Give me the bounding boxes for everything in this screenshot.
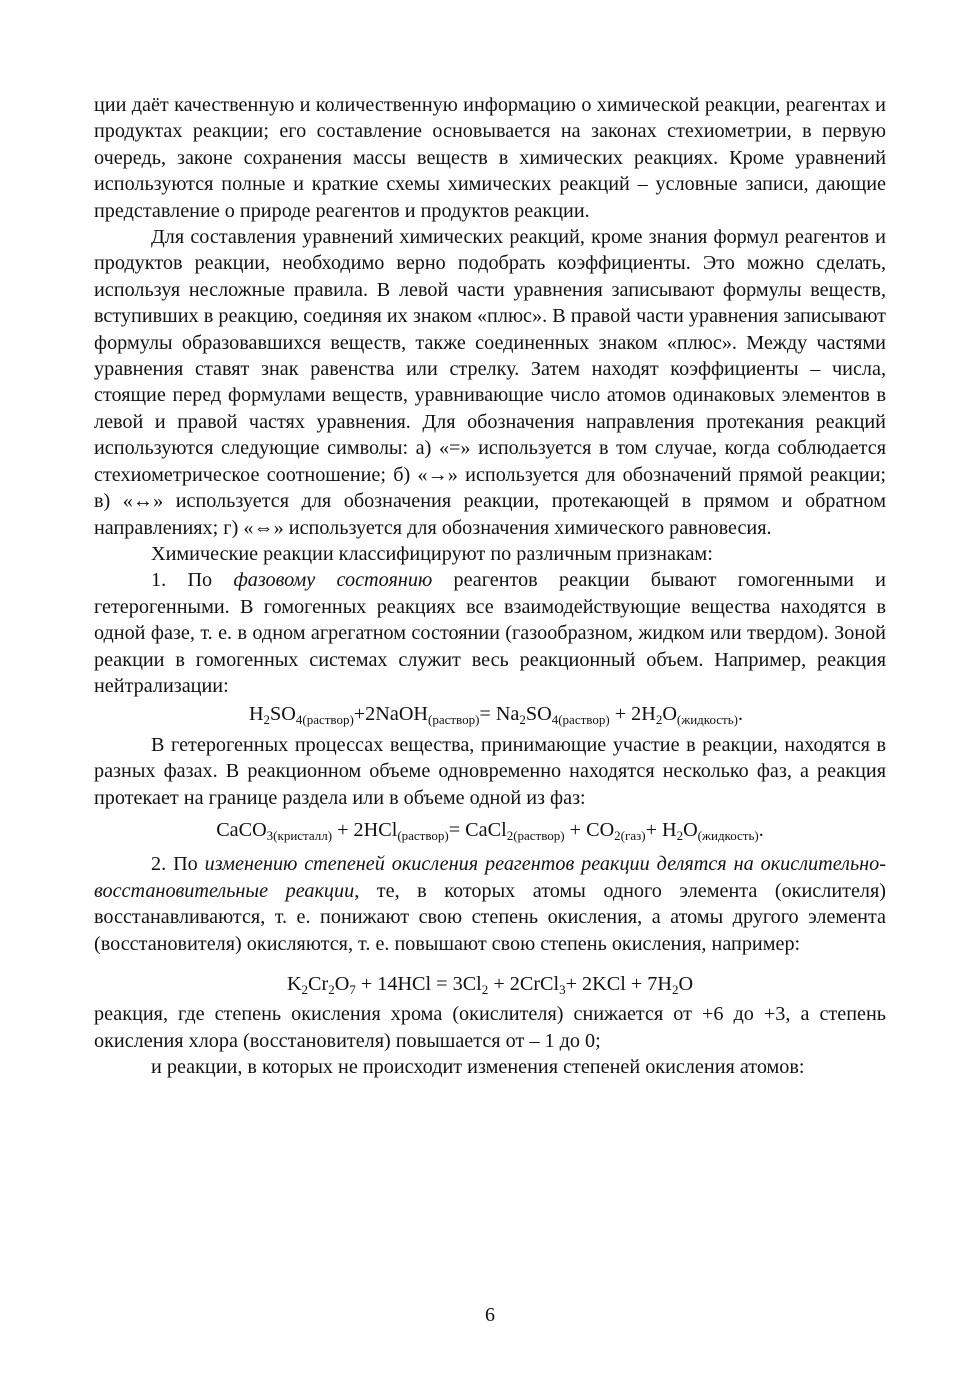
formula-subscript: 2: [328, 982, 335, 997]
formula-part: K: [286, 973, 302, 995]
equation-neutralization: [94, 701, 886, 727]
formula-subscript: 2: [481, 982, 489, 997]
formula-subscript: 2(раствор): [506, 827, 565, 843]
equation-carbonate: [94, 817, 886, 843]
formula-part: + CO: [564, 818, 615, 841]
formula-part: Cr: [308, 973, 329, 995]
paragraph-redox: [94, 851, 886, 957]
formula-part: O: [678, 973, 694, 995]
paragraph-phase-state: [94, 567, 886, 699]
formula-subscript: 2: [655, 712, 663, 728]
formula-part: O: [683, 818, 698, 841]
formula-subscript: (жидкость): [697, 827, 759, 843]
italic-term: фазовому состоянию: [233, 569, 433, 592]
formula-part: O: [334, 973, 350, 995]
paragraph-classification: Химические реакции классифицируют по различным признакам:: [151, 542, 713, 565]
formula-part: = Na: [479, 703, 520, 726]
formula-part: = CaCl: [448, 818, 507, 841]
formula-subscript: (жидкость): [676, 712, 738, 728]
page-content: [94, 92, 886, 1081]
formula-subscript: 3(кристалл): [266, 827, 333, 843]
equation-dichromate: [94, 971, 886, 997]
paragraph-chromium: реакция, где степень окисления хрома (окислителя) снижается от +6 до +3, а степень окисления хлора (восстановителя) повышается от – 1 до 0;: [94, 1003, 886, 1052]
paragraph-heterogeneous: В гетерогенных процессах вещества, принимающие участие в реакции, находятся в разных фазах. В реакционном объеме одновременно находятся несколько фаз, а реакция протекает на границе раздела или в объеме одной из фаз:: [94, 733, 886, 809]
text-run: реагентов реакции бывают гомогенными и гетерогенными. В гомогенных реакциях все взаимодействующие вещества находятся в одной фазе, т. е. в одном агрегатном состоянии (газообразном, жидком или твердом). Зоной реакции в гомогенных системах служит весь реакционный объем. Например, реакция нейтрализации:: [94, 569, 886, 697]
formula-subscript: (раствор): [427, 712, 480, 728]
formula-part: + 2H: [609, 703, 656, 726]
italic-term: изменению степеней окисления реагентов реакции делятся на окислительно-восстановительные реакции: [94, 853, 886, 902]
formula-subscript: 2: [301, 982, 309, 997]
formula-subscript: 2: [676, 827, 684, 843]
formula-part: O: [662, 703, 677, 726]
formula-part: .: [758, 818, 764, 841]
formula-subscript: 2(газ): [614, 827, 646, 843]
page-number: 6: [485, 1304, 495, 1326]
formula-part: SO: [525, 703, 552, 726]
formula-part: + 2HCl: [332, 818, 398, 841]
formula-part: + 2KCl + 7H: [565, 973, 672, 995]
formula-subscript: 2: [263, 712, 271, 728]
paragraph-coefficients: Для составления уравнений химических реакций, кроме знания формул реагентов и продуктов реакции, необходимо верно подобрать коэффициенты. Это можно сделать, используя несложные правила. В левой части уравнения записывают формулы веществ, вступивших в реакцию, соединяя их знаком «плюс». В правой части уравнения записывают формулы образовавшихся веществ, также соединенных знаком «плюс». Между частями уравнения ставят знак равенства или стрелку. Затем находят коэффициенты – числа, стоящие перед формулами веществ, уравнивающие число атомов одинаковых элементов в левой и правой частях уравнения. Для обозначения направления протекания реакций используются следующие символы: а) «=» используется в том случае, когда соблюдается стехиометрическое соотношение; б) «→» используется для обозначений прямой реакции; в) «↔» используется для обозначения реакции, протекающей в прямом и обратном направлениях; г) «⇔» используется для обозначения химического равновесия.: [94, 226, 886, 539]
formula-part: SO: [270, 703, 296, 726]
formula-part: + 14HCl = 3Cl: [355, 973, 482, 995]
paragraph-stoichiometry: ции даёт качественную и количественную информацию о химической реакции, реагентах и продуктах реакции; его составление основывается на законах стехиометрии, в первую очередь, законе сохранения массы веществ в химических реакциях. Кроме уравнений используются полные и краткие схемы химических реакций – условные записи, дающие представление о природе реагентов и продуктов реакции.: [94, 94, 886, 222]
formula-part: + 2CrCl: [488, 973, 560, 995]
formula-part: .: [737, 703, 744, 726]
formula-part: H: [248, 703, 264, 726]
formula-subscript: 4(раствор): [295, 712, 354, 728]
formula-subscript: 2: [519, 712, 526, 728]
paragraph-non-redox: и реакции, в которых не происходит изменения степеней окисления атомов:: [151, 1056, 805, 1079]
formula-part: +2NaOH: [353, 703, 428, 726]
text-run: 2. По: [151, 853, 205, 876]
formula-subscript: 7: [349, 982, 356, 997]
formula-subscript: 4(раствор): [551, 712, 610, 728]
formula-part: + H: [645, 818, 677, 841]
text-run: , те, в которых атомы одного элемента (окислителя) восстанавливаются, т. е. понижают свою степень окисления, а атомы другого элемента (восстановителя) окисляются, т. е. повышают свою степень окисления, например:: [94, 879, 886, 955]
text-run: 1. По: [151, 569, 234, 592]
formula-subscript: (раствор): [397, 827, 449, 843]
formula-subscript: 3: [559, 982, 566, 997]
formula-subscript: 2: [671, 982, 679, 997]
formula-part: CaCO: [216, 818, 267, 841]
